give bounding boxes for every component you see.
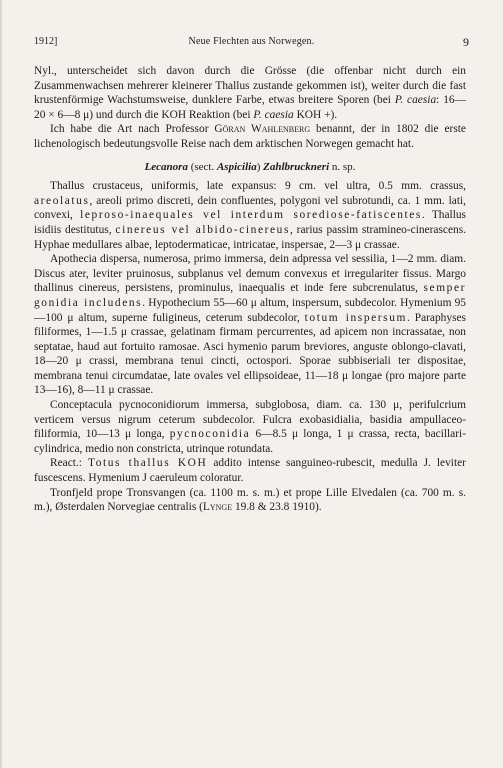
text-run: Ich habe die Art nach Professor: [50, 123, 215, 136]
text-run: Tronfjeld prope Tronsvangen (ca. 1100 m. s. m.) et prope Lille Elvedalen (ca. 700 m. s. m.), Østerdalen Norvegiae centralis (: [34, 486, 466, 514]
text-run: pycnoconidia: [169, 428, 251, 441]
text-run: Nyl., unterscheidet sich davon durch die Grösse (die offenbar nicht durch ein Zusammenwachsen mehrerer kleinerer Thallus zustande gekommen ist), weiter durch die fast krustenförmige Wachstumsweise, dunklere Farbe, etwas breitere Sporen (bei: [34, 65, 466, 107]
paragraph-p1: [34, 64, 466, 122]
text-run: addito intense sanguineo-rubescit, medulla J. leviter fuscescens. Hymenium J caeruleum coloratur.: [34, 457, 466, 485]
paragraph-p2: [34, 122, 466, 151]
paragraph-p6: [34, 456, 466, 485]
paragraph-p3: [34, 179, 466, 252]
species-epithet: Zahlbruckneri: [263, 160, 330, 173]
text-run: . Thallus isidiis destitutus,: [34, 209, 466, 236]
species-heading: [34, 160, 466, 175]
text-run: , rarius passim stramineo-cinerascens. Hyphae medullares albae, leptodermaticae, intricatae, inspersae, 2—3 μ crassae.: [34, 223, 466, 251]
page-number: 9: [463, 35, 469, 49]
species-section-close: ): [256, 160, 261, 173]
page-edge-shadow: [0, 0, 3, 768]
paragraph-p4: [34, 252, 466, 398]
species-author: n. sp.: [331, 160, 356, 173]
species-genus: Lecanora: [144, 160, 188, 173]
text-run: . Paraphyses filiformes, 1—1.5 μ crassae, gelatinam firmam percurrentes, ad apicem non incrassatae, non septatae, haud aut fortuito ramosae. Asci hymenio parum breviores, anguste oblongo-clavati, 18—20 μ crassi, membrana tenui cincti, octospori. Sporae subbiseriali ter dispositae, membrana tenui circumdatae, late ovales vel ellipsoideae, 11—18 μ longae (pro majore parte 13—16), 8—11 μ crassae.: [34, 311, 466, 397]
text-run: Conceptacula pycnoconidiorum immersa, subglobosa, diam. ca. 130 μ, perifulcrium verticem versus nigrum ceterum subdecolor. Fulcra exobasidialia, basidia ampullaceo-filiformia, 10—13 μ longa,: [34, 399, 466, 441]
text-run: P. caesia: [394, 94, 437, 107]
text-run: cinereus vel albido-cinereus: [115, 223, 290, 236]
paragraph-p7: [34, 486, 466, 515]
text-run: semper gonidia includens: [34, 282, 466, 309]
text-run: totum inspersum: [304, 311, 407, 324]
text-run: Göran Wahlenberg: [214, 123, 311, 136]
text-run: Totus thallus KOH: [87, 457, 208, 470]
species-section-name: Aspicilia: [216, 160, 257, 173]
text-run: , areoli primo discreti, dein confluentes, polygoni vel subrotundi, ca. 1 mm. lati, convexi,: [34, 194, 466, 222]
text-run: React.:: [50, 457, 88, 470]
text-run: . Hypothecium 55—60 μ altum, inspersum, subdecolor. Hymenium 95—100 μ altum, superne fuligineus, ceterum subdecolor,: [34, 296, 466, 324]
running-header: [34, 36, 469, 50]
text-run: 6—8.5 μ longa, 1 μ crassa, recta, bacillari-cylindrica, medio non constricta, utrinque rotundata.: [34, 428, 466, 455]
text-run: KOH +).: [293, 108, 338, 121]
header-year: 1912]: [34, 36, 58, 47]
paragraph-p5: [34, 398, 466, 456]
body-text: [34, 64, 466, 515]
text-run: : 16—20 × 6—8 μ) und durch die KOH Reaktion (bei: [34, 94, 466, 121]
text-run: benannt, der in 1802 die erste lichenologisch bedeutungsvolle Reise nach dem arktischen Norwegen gemacht hat.: [34, 123, 466, 150]
text-run: leproso-inaequales vel interdum sorediose-fatiscentes: [80, 209, 422, 222]
text-run: Thallus crustaceus, uniformis, late expansus: 9 cm. vel ultra, 0.5 mm. crassus,: [50, 180, 466, 193]
text-run: Apothecia dispersa, numerosa, primo immersa, dein adpressa vel sessilia, 1—2 mm. diam. Discus ater, leviter pruinosus, subplanus vel demum convexus et irregulariter fissus. Margo thallinus cinereus, persistens, prominulus, inaequalis et inde fere subcrenulatus,: [34, 253, 466, 295]
text-run: P. caesia: [253, 108, 294, 121]
species-section-open: (sect.: [190, 160, 217, 173]
text-run: 19.8 & 23.8 1910).: [232, 501, 322, 514]
header-title: Neue Flechten aus Norwegen.: [188, 36, 315, 47]
text-run: areolatus: [34, 194, 90, 207]
text-run: Lynge: [202, 501, 233, 514]
